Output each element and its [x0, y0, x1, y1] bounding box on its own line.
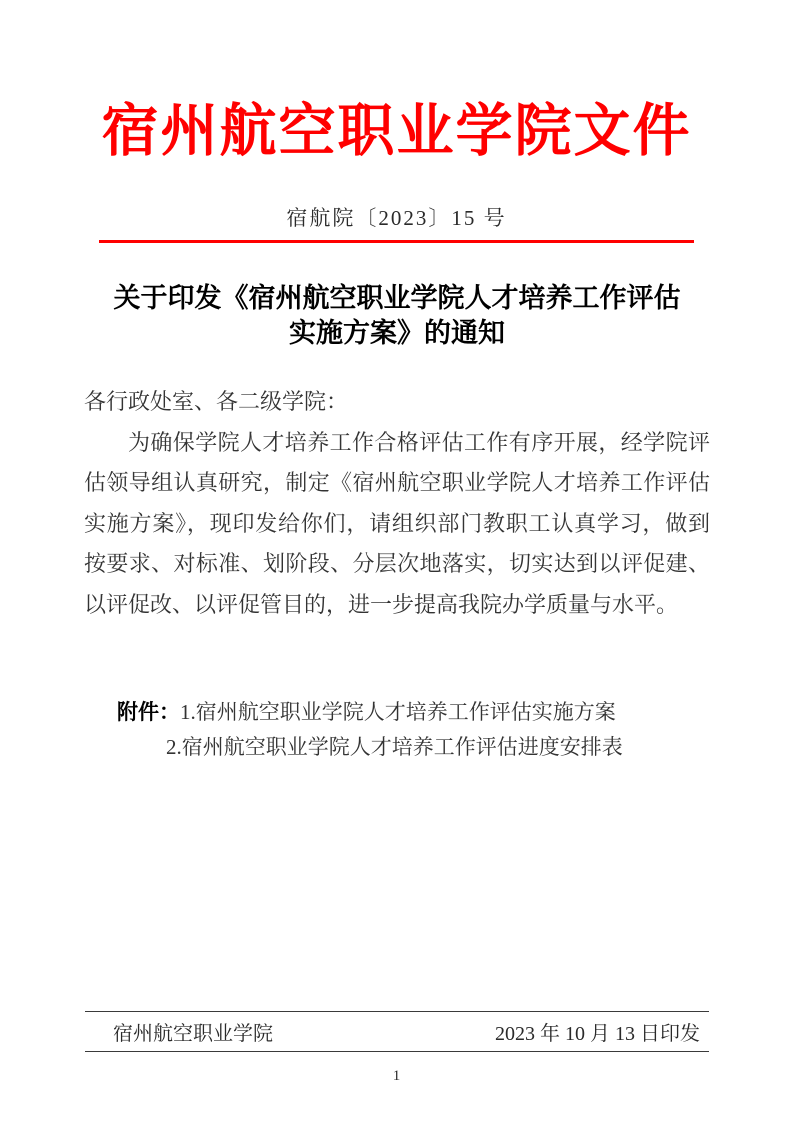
document-number: 宿航院〔2023〕15 号: [286, 206, 507, 230]
attachment-line-1: [117, 695, 687, 730]
page-number: 1: [392, 1068, 401, 1084]
letterhead-red-rule: [99, 240, 694, 243]
notice-title-line1: 关于印发《宿州航空职业学院人才培养工作评估: [113, 283, 681, 313]
salutation: 各行政处室、各二级学院：: [84, 389, 349, 414]
attachment-item-2: 2.宿州航空职业学院人才培养工作评估进度安排表: [166, 735, 623, 759]
notice-title-line2: 实施方案》的通知: [289, 318, 505, 348]
footer-imprint: [85, 1011, 709, 1052]
attachments-block: [117, 695, 687, 764]
footer-print-date: 2023 年 10 月 13 日印发: [495, 1023, 700, 1045]
attachment-item-1: 1.宿州航空职业学院人才培养工作评估实施方案: [180, 700, 616, 724]
letterhead-org-title: 宿州航空职业学院文件: [101, 100, 692, 163]
attachments-label: 附件：: [117, 701, 180, 724]
document-body: [84, 382, 710, 625]
footer-issuer: 宿州航空职业学院: [113, 1023, 273, 1045]
notice-title: [84, 281, 710, 351]
body-paragraph: 为确保学院人才培养工作合格评估工作有序开展，经学院评估领导组认真研究，制定《宿州航空职业学院人才培养工作评估实施方案》，现印发给你们，请组织部门教职工认真学习，做到按要求、对标准、划阶段、分层次地落实，切实达到以评促建、以评促改、以评促管目的，进一步提高我院办学质量与水平。: [84, 429, 710, 617]
